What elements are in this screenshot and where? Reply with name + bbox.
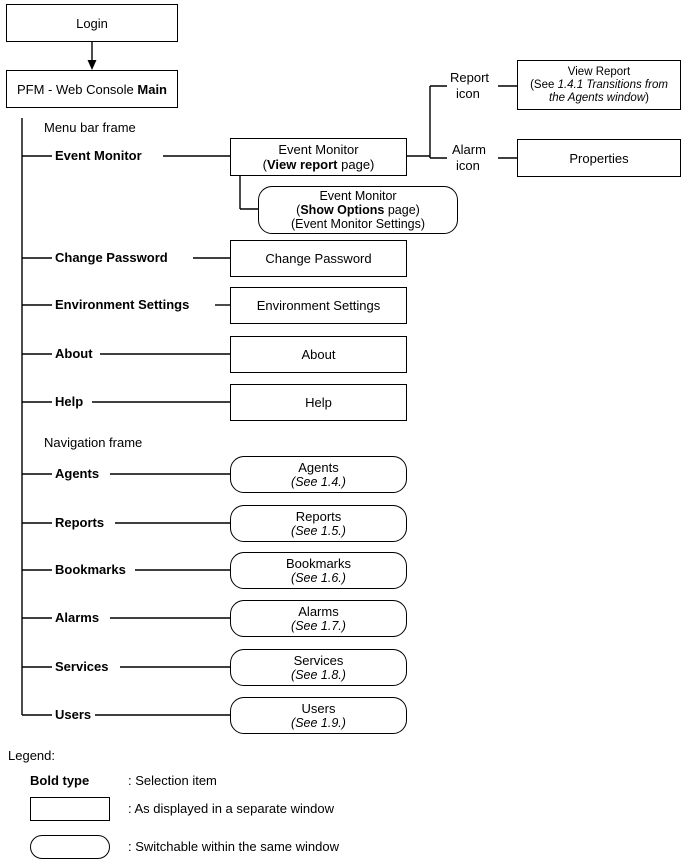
node-services-line1: Services <box>293 653 344 668</box>
nav-item-agents[interactable]: Agents <box>55 466 100 481</box>
node-properties[interactable] <box>517 139 681 177</box>
label-navigation-frame: Navigation frame <box>44 435 143 450</box>
node-properties-label: Properties <box>569 150 629 166</box>
legend-bold-type-sample: Bold type <box>30 773 90 788</box>
node-view-report-line2 <box>530 79 668 92</box>
node-users-line1: Users <box>301 701 336 716</box>
see-ref-1: 1.4.1 Transitions from <box>557 78 668 91</box>
node-agents[interactable] <box>230 456 407 493</box>
paren-open-2: ( <box>296 203 301 217</box>
node-reports-line1: Reports <box>295 509 342 524</box>
report-icon-label-line2: icon <box>456 86 480 101</box>
node-view-report-line1: View Report <box>567 65 631 78</box>
node-bookmarks-line2: (See 1.6.) <box>291 571 346 585</box>
legend-separate-window-sample <box>30 797 110 821</box>
nav-item-alarms[interactable]: Alarms <box>55 610 100 625</box>
view-report-bold: View report <box>266 157 338 172</box>
node-agents-line1: Agents <box>298 460 339 475</box>
paren-open: ( <box>262 157 267 172</box>
menu-item-help[interactable]: Help <box>55 394 84 409</box>
report-icon-label-line1: Report <box>450 70 490 85</box>
nav-item-bookmarks[interactable]: Bookmarks <box>55 562 126 577</box>
see-prefix: (See <box>530 78 558 91</box>
node-services-line2: (See 1.8.) <box>291 668 346 682</box>
paren-close-2: page) <box>384 203 420 217</box>
node-help-label: Help <box>305 395 332 410</box>
node-show-options-line2 <box>296 203 420 217</box>
menu-item-about[interactable]: About <box>55 346 93 361</box>
node-view-report-line3 <box>549 92 649 105</box>
node-bookmarks-line1: Bookmarks <box>285 556 352 571</box>
node-users-line2: (See 1.9.) <box>291 716 346 730</box>
node-about-label: About <box>301 347 336 362</box>
nav-item-users[interactable]: Users <box>55 707 92 722</box>
node-about[interactable] <box>230 336 407 373</box>
node-alarms[interactable] <box>230 600 407 637</box>
node-show-options-line3: (Event Monitor Settings) <box>290 217 426 231</box>
alarm-icon-label-line2: icon <box>456 158 480 173</box>
nav-item-services[interactable]: Services <box>55 659 109 674</box>
node-reports[interactable] <box>230 505 407 542</box>
label-menu-bar-frame: Menu bar frame <box>44 120 136 135</box>
menu-item-change-password[interactable]: Change Password <box>55 250 168 265</box>
node-event-monitor-view-report-line2 <box>263 157 375 172</box>
node-alarms-line1: Alarms <box>298 604 339 619</box>
menu-item-environment-settings[interactable]: Environment Settings <box>55 297 190 312</box>
node-help[interactable] <box>230 384 407 421</box>
nav-item-reports[interactable]: Reports <box>55 515 105 530</box>
node-bookmarks[interactable] <box>230 552 407 589</box>
node-view-report[interactable] <box>517 60 681 110</box>
node-change-password[interactable] <box>230 240 407 277</box>
see-suffix: ) <box>645 91 649 104</box>
node-event-monitor-show-options[interactable] <box>258 186 458 234</box>
node-event-monitor-view-report-line1: Event Monitor <box>278 142 359 157</box>
node-main-bold: Main <box>137 81 168 97</box>
see-ref-2: the Agents window <box>549 91 646 104</box>
alarm-icon-label-line1: Alarm <box>452 142 486 157</box>
paren-close: page) <box>337 157 375 172</box>
node-agents-line2: (See 1.4.) <box>291 475 346 489</box>
legend-same-window-sample <box>30 835 110 859</box>
node-main-text: PFM - Web Console <box>16 81 138 97</box>
node-services[interactable] <box>230 649 407 686</box>
node-show-options-line1: Event Monitor <box>319 189 397 203</box>
legend-same-window-desc: : Switchable within the same window <box>128 839 339 854</box>
legend-separate-window-desc: : As displayed in a separate window <box>128 801 334 816</box>
node-environment-settings[interactable] <box>230 287 407 324</box>
node-reports-line2: (See 1.5.) <box>291 524 346 538</box>
node-change-password-label: Change Password <box>265 251 372 266</box>
node-main[interactable] <box>6 70 178 108</box>
node-login-label: Login <box>76 15 108 31</box>
node-users[interactable] <box>230 697 407 734</box>
menu-item-event-monitor[interactable]: Event Monitor <box>55 148 142 163</box>
node-environment-settings-label: Environment Settings <box>256 298 381 313</box>
legend-title: Legend: <box>8 748 55 763</box>
show-options-bold: Show Options <box>300 203 385 217</box>
node-alarms-line2: (See 1.7.) <box>291 619 346 633</box>
legend-bold-type-desc: : Selection item <box>128 773 217 788</box>
node-event-monitor-view-report[interactable] <box>230 138 407 176</box>
node-main-label <box>17 82 167 97</box>
node-login[interactable] <box>6 4 178 42</box>
